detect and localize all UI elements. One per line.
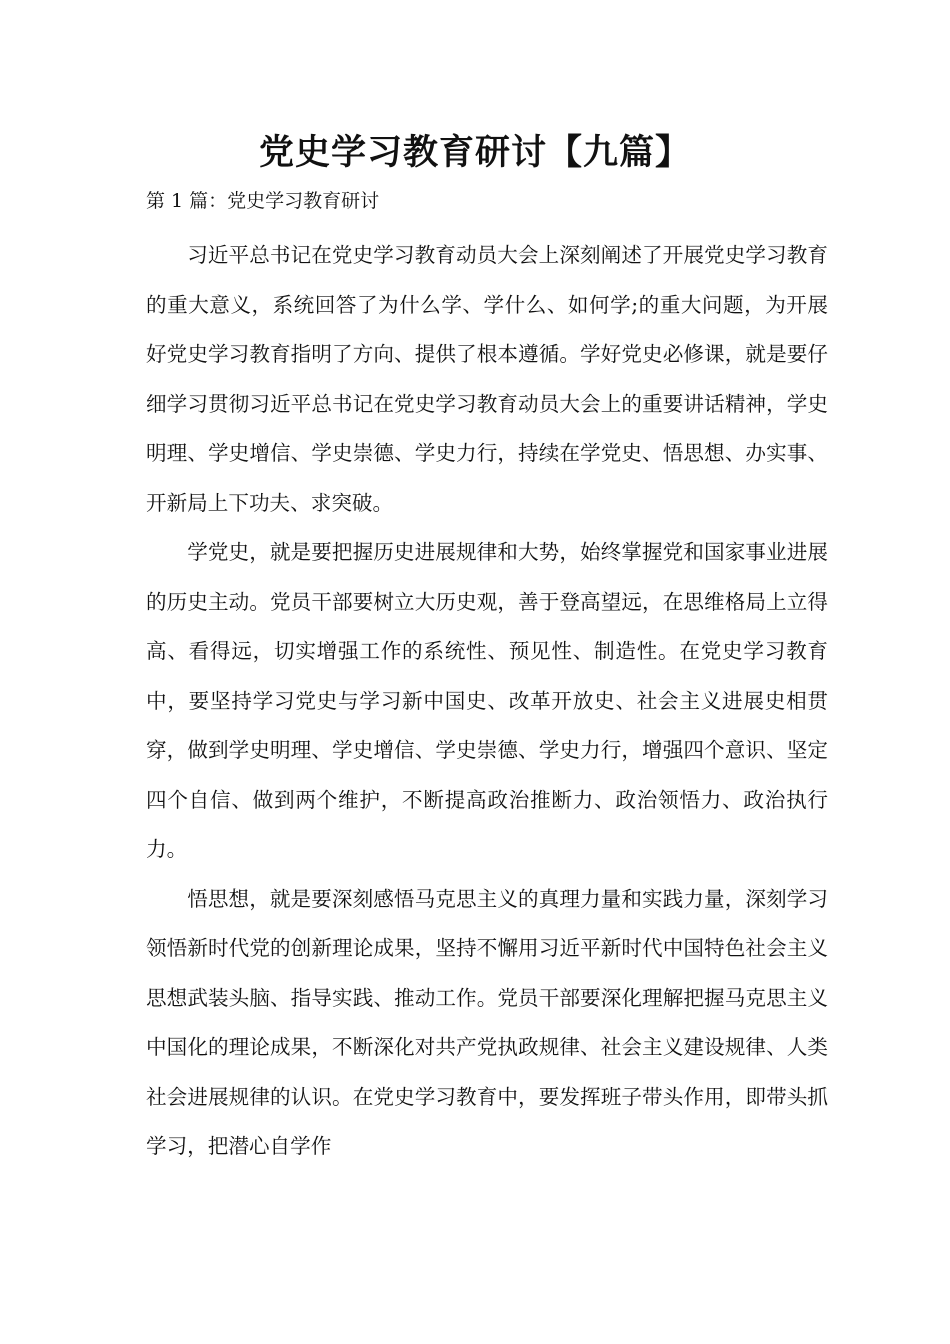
section-heading: 第 1 篇：党史学习教育研讨 xyxy=(146,190,380,212)
paragraph-1: 习近平总书记在党史学习教育动员大会上深刻阐述了开展党史学习教育的重大意义，系统回答了为什么学、学什么、如何学;的重大问题，为开展好党史学习教育指明了方向、提供了根本遵循。学好党史必修课，就是要仔细学习贯彻习近平总书记在党史学习教育动员大会上的重要讲话精神，学史明理、学史增信、学史崇德、学史力行，持续在学党史、悟思想、办实事、开新局上下功夫、求突破。 xyxy=(146,243,828,515)
paragraph-3: 悟思想，就是要深刻感悟马克思主义的真理力量和实践力量，深刻学习领悟新时代党的创新理论成果，坚持不懈用习近平新时代中国特色社会主义思想武装头脑、指导实践、推动工作。党员干部要深化理解把握马克思主义中国化的理论成果，不断深化对共产党执政规律、社会主义建设规律、人类社会进展规律的认识。在党史学习教育中，要发挥班子带头作用，即带头抓学习，把潜心自学作 xyxy=(146,886,828,1158)
document-title: 党史学习教育研讨【九篇】 xyxy=(258,133,691,173)
document-body xyxy=(146,231,828,1172)
paragraph-2: 学党史，就是要把握历史进展规律和大势，始终掌握党和国家事业进展的历史主动。党员干部要树立大历史观，善于登高望远，在思维格局上立得高、看得远，切实增强工作的系统性、预见性、制造性。在党史学习教育中，要坚持学习党史与学习新中国史、改革开放史、社会主义进展史相贯穿，做到学史明理、学史增信、学史崇德、学史力行，增强四个意识、坚定四个自信、做到两个维护，不断提高政治推断力、政治领悟力、政治执行力。 xyxy=(146,540,828,861)
